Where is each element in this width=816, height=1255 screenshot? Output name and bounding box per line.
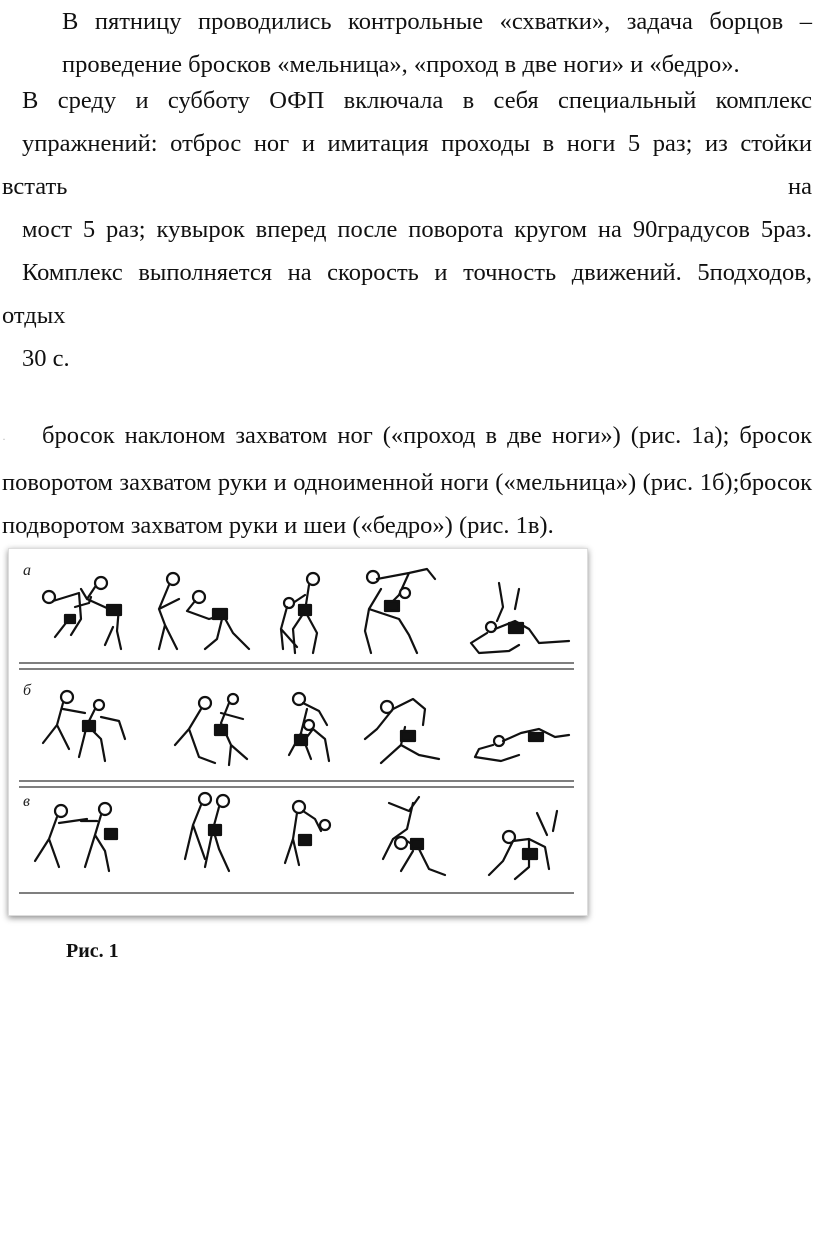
wrestler-pair-icon (289, 693, 329, 761)
wrestler-pair-icon (43, 691, 125, 761)
wrestler-pair-icon (175, 694, 247, 765)
wrestler-pair-icon (159, 573, 249, 649)
paragraph-friday (2, 0, 812, 86)
wrestler-pair-icon (383, 797, 445, 875)
paragraph-line: В пятницу проводились контрольные «схватки», задача борцов – (62, 8, 812, 35)
row-letter-a: а (23, 562, 31, 579)
wrestler-pair-icon (475, 729, 569, 761)
paragraph-throws (2, 414, 812, 547)
wrestler-pair-icon (43, 577, 121, 649)
paragraph-line: подворотом захватом руки и шеи («бедро») (рис. 1в). (2, 512, 554, 539)
wrestler-pair-icon (281, 573, 319, 653)
paragraph-line: 30 с. (22, 345, 70, 372)
paragraph-line: упражнений: отброс ног и имитация проходы в ноги 5 раз; из стойки встать на (2, 130, 812, 200)
wrestling-throws-figure (8, 548, 588, 916)
row-letter-b: б (23, 682, 32, 699)
figure-caption: Рис. 1 (66, 940, 119, 962)
wrestler-pair-icon (285, 801, 330, 865)
row-b-figures (43, 691, 569, 765)
paragraph-line: поворотом захватом руки и одноименной ноги («мельница») (рис. 1б);бросок (2, 469, 812, 496)
paragraph-line-first (2, 414, 812, 461)
row-letter-v: в (23, 793, 30, 810)
paragraph-line: В среду и субботу ОФП включала в себя специальный комплекс (22, 87, 812, 114)
paragraph-line: проведение бросков «мельница», «проход в две ноги» и «бедро». (62, 51, 740, 78)
paragraph-line: мост 5 раз; кувырок вперед после поворота кругом на 90градусов 5раз. (22, 216, 812, 243)
paragraph-line-text: бросок наклоном захватом ног («проход в две ноги») (рис. 1а); бросок (42, 422, 812, 449)
wrestler-pair-icon (489, 811, 557, 879)
paragraph-line: Комплекс выполняется на скорость и точность движений. 5подходов, отдых (2, 259, 812, 329)
paragraph-ofp (2, 79, 812, 380)
wrestler-pair-icon (185, 793, 229, 871)
wrestler-pair-icon (365, 569, 435, 653)
figure-illustration (9, 549, 587, 915)
wrestler-pair-icon (365, 699, 439, 763)
row-v-figures (35, 793, 557, 879)
wrestler-pair-icon (35, 803, 117, 871)
row-a-figures (43, 569, 569, 653)
wrestler-pair-icon (471, 583, 569, 653)
list-bullet-icon: · (2, 432, 6, 446)
